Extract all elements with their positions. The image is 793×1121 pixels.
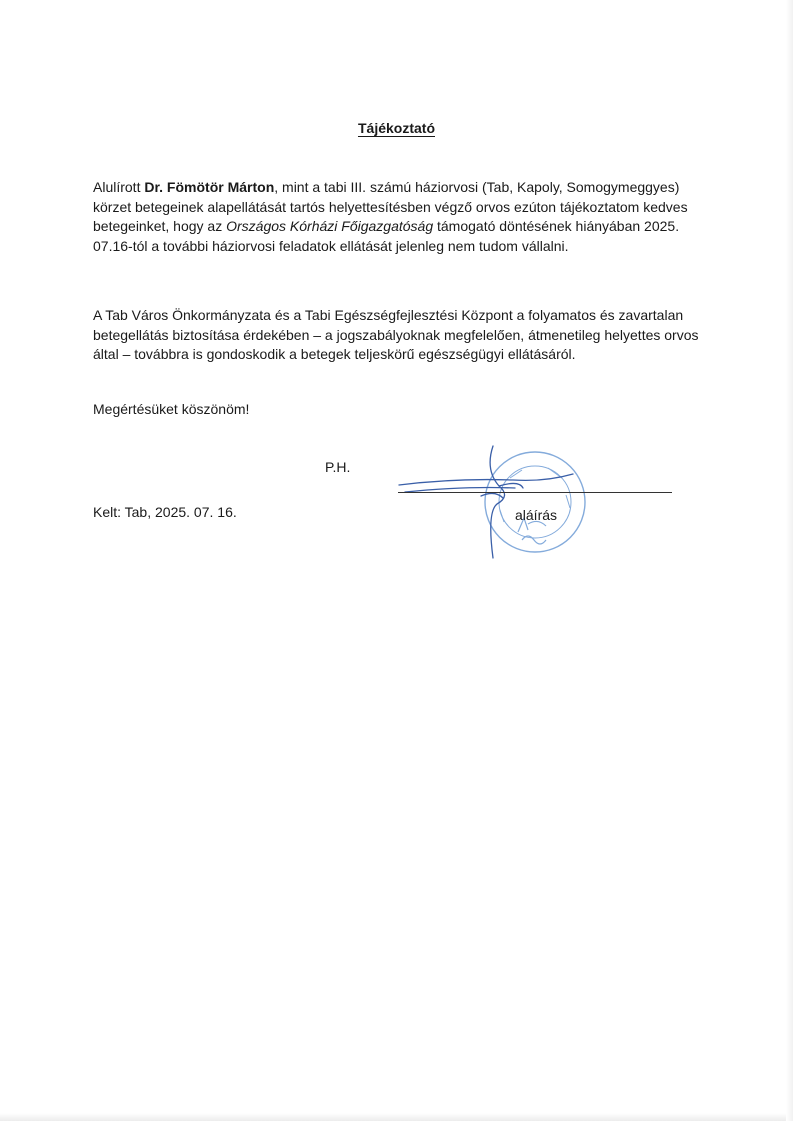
- institution-name: Országos Kórházi Főigazgatóság: [226, 218, 434, 235]
- document-title: Tájékoztató: [357, 120, 435, 136]
- notice-text-a: , mint a tabi III. számú háziorvosi (Tab, Kapoly, Somogymeggyes) körzet betegeinek alapellátását tartós helyettesítésben végző orvos ezúton tájékoztatom kedves betegeinket, hogy az: [93, 179, 688, 235]
- scan-right-edge: [786, 0, 793, 1121]
- signature-line: [398, 492, 672, 493]
- intro-text: Alulírott: [93, 179, 145, 195]
- doctor-name: Dr. Fömötör Márton: [144, 179, 275, 195]
- paragraph-municipality: A Tab Város Önkormányzata és a Tabi Egészségfejlesztési Központ a folyamatos és zavartalan betegellátás biztosítása érdekében – a jogszabályoknak megfelelően, átmenetileg helyettes orvos által – továbbra is gondoskodik a betegek teljeskörű egészségügyi ellátásáról.: [93, 307, 699, 363]
- paragraph-thanks: Megértésüket köszönöm!: [93, 401, 250, 417]
- ph-label: P.H.: [325, 459, 351, 475]
- scan-bottom-edge: [0, 1113, 793, 1121]
- signature-label: aláírás: [515, 507, 558, 523]
- paragraph-notice: [93, 178, 705, 256]
- notice-text-b: támogató döntésének hiányában 2025. 07.16-tól a további háziorvosi feladatok ellátását jelenleg nem tudom vállalni.: [93, 218, 680, 254]
- signature-icon: [395, 440, 585, 570]
- date-line: Kelt: Tab, 2025. 07. 16.: [93, 504, 237, 520]
